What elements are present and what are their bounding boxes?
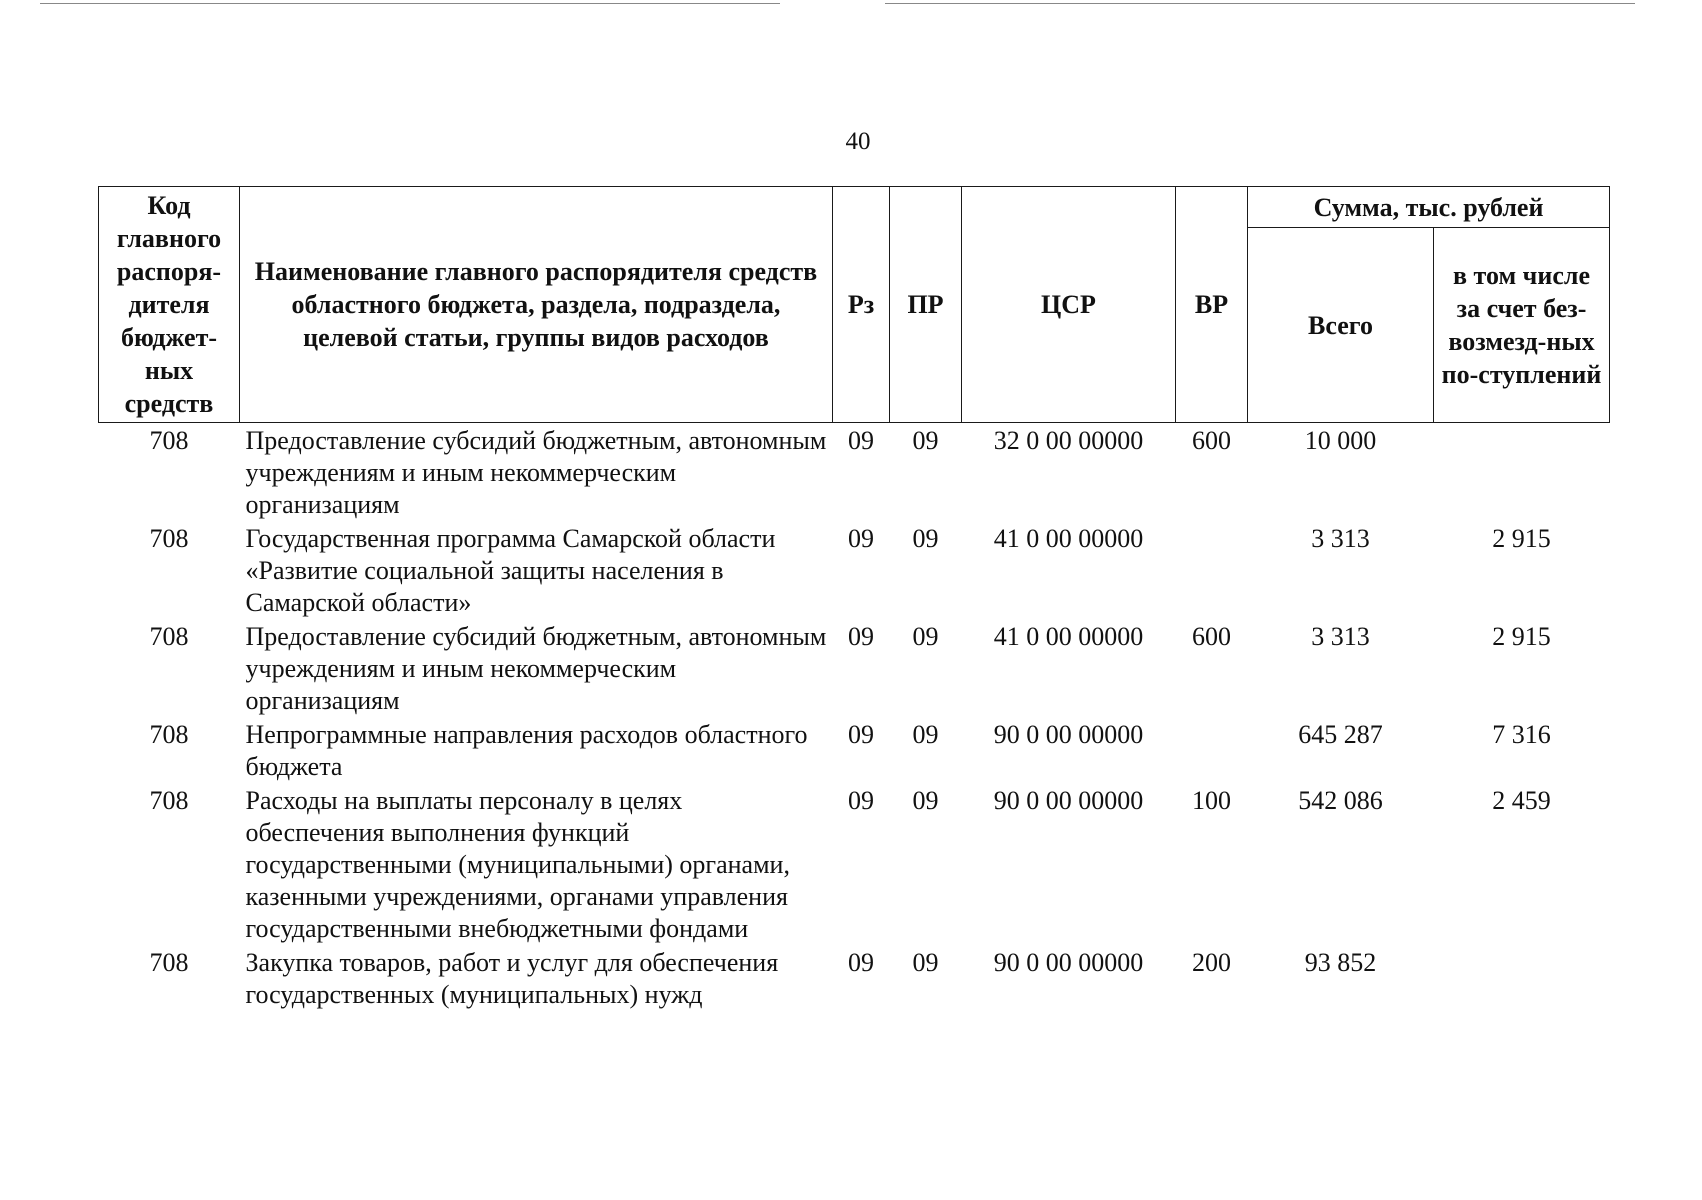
cell-total: 645 287 — [1298, 720, 1383, 749]
cell-pr: 09 — [912, 622, 939, 651]
cell-free-receipts: 2 915 — [1492, 622, 1551, 651]
cell-free-receipts: 7 316 — [1492, 720, 1551, 749]
table-row — [99, 521, 1610, 619]
cell-rz: 09 — [848, 426, 874, 455]
cell-csr: 32 0 00 00000 — [993, 426, 1144, 455]
cell-name: Предоставление субсидий бюджетным, автономным учреждениям и иным некоммерческим организациям — [245, 622, 827, 715]
scan-edge-line — [885, 3, 1635, 4]
cell-code: 708 — [149, 426, 189, 455]
cell-code: 708 — [149, 786, 189, 815]
header-vr: ВР — [1176, 187, 1248, 423]
cell-rz: 09 — [848, 622, 874, 651]
page-number: 40 — [845, 128, 871, 155]
table-row — [99, 945, 1610, 1011]
table-row — [99, 619, 1610, 717]
cell-name: Расходы на выплаты персоналу в целях обеспечения выполнения функций государственными (муниципальными) органами, казенными учреждениями, органами управления государственными внебюджетными фондами — [245, 786, 790, 943]
cell-code: 708 — [149, 720, 189, 749]
cell-rz: 09 — [848, 948, 874, 977]
cell-pr: 09 — [912, 720, 939, 749]
header-rz: Рз — [833, 187, 890, 423]
cell-pr: 09 — [912, 426, 939, 455]
cell-code: 708 — [149, 622, 189, 651]
cell-name: Государственная программа Самарской области «Развитие социальной защиты населения в Самарской области» — [245, 524, 776, 617]
header-total: Всего — [1248, 228, 1434, 423]
table-row — [99, 717, 1610, 783]
table-header — [99, 187, 1610, 423]
header-code: Код главного распоря-дителя бюджет-ных средств — [99, 187, 240, 423]
cell-vr: 100 — [1192, 786, 1231, 815]
cell-csr: 90 0 00 00000 — [993, 948, 1144, 977]
cell-total: 3 313 — [1311, 622, 1370, 651]
cell-pr: 09 — [912, 524, 939, 553]
table-body — [99, 423, 1610, 1012]
cell-free-receipts — [1434, 945, 1610, 1011]
cell-total: 93 852 — [1304, 948, 1377, 977]
cell-rz: 09 — [848, 720, 874, 749]
header-pr: ПР — [890, 187, 962, 423]
cell-rz: 09 — [848, 524, 874, 553]
header-free-receipts: в том числе за счет без-возмезд-ных по-ступлений — [1434, 228, 1610, 423]
table-row — [99, 423, 1610, 522]
cell-rz: 09 — [848, 786, 874, 815]
cell-free-receipts: 2 915 — [1492, 524, 1551, 553]
cell-vr: 600 — [1192, 426, 1231, 455]
header-name: Наименование главного распорядителя средств областного бюджета, раздела, подраздела, целевой статьи, группы видов расходов — [240, 187, 833, 423]
cell-vr: 200 — [1192, 948, 1231, 977]
table-row — [99, 783, 1610, 945]
cell-vr — [1176, 521, 1248, 619]
cell-name: Непрограммные направления расходов областного бюджета — [245, 720, 808, 781]
cell-code: 708 — [149, 524, 189, 553]
cell-csr: 41 0 00 00000 — [993, 524, 1144, 553]
cell-name: Закупка товаров, работ и услуг для обеспечения государственных (муниципальных) нужд — [245, 948, 779, 1009]
cell-pr: 09 — [912, 786, 939, 815]
cell-total: 10 000 — [1304, 426, 1377, 455]
scan-edge-line — [40, 3, 780, 4]
cell-total: 3 313 — [1311, 524, 1370, 553]
cell-free-receipts — [1434, 423, 1610, 522]
cell-pr: 09 — [912, 948, 939, 977]
budget-table — [98, 186, 1610, 1011]
cell-csr: 41 0 00 00000 — [993, 622, 1144, 651]
cell-csr: 90 0 00 00000 — [993, 786, 1144, 815]
cell-code: 708 — [149, 948, 189, 977]
header-sum-group: Сумма, тыс. рублей — [1248, 187, 1610, 228]
cell-csr: 90 0 00 00000 — [993, 720, 1144, 749]
cell-total: 542 086 — [1298, 786, 1383, 815]
cell-name: Предоставление субсидий бюджетным, автономным учреждениям и иным некоммерческим организациям — [245, 426, 827, 519]
header-csr: ЦСР — [962, 187, 1176, 423]
cell-vr — [1176, 717, 1248, 783]
cell-free-receipts: 2 459 — [1492, 786, 1551, 815]
cell-vr: 600 — [1192, 622, 1231, 651]
